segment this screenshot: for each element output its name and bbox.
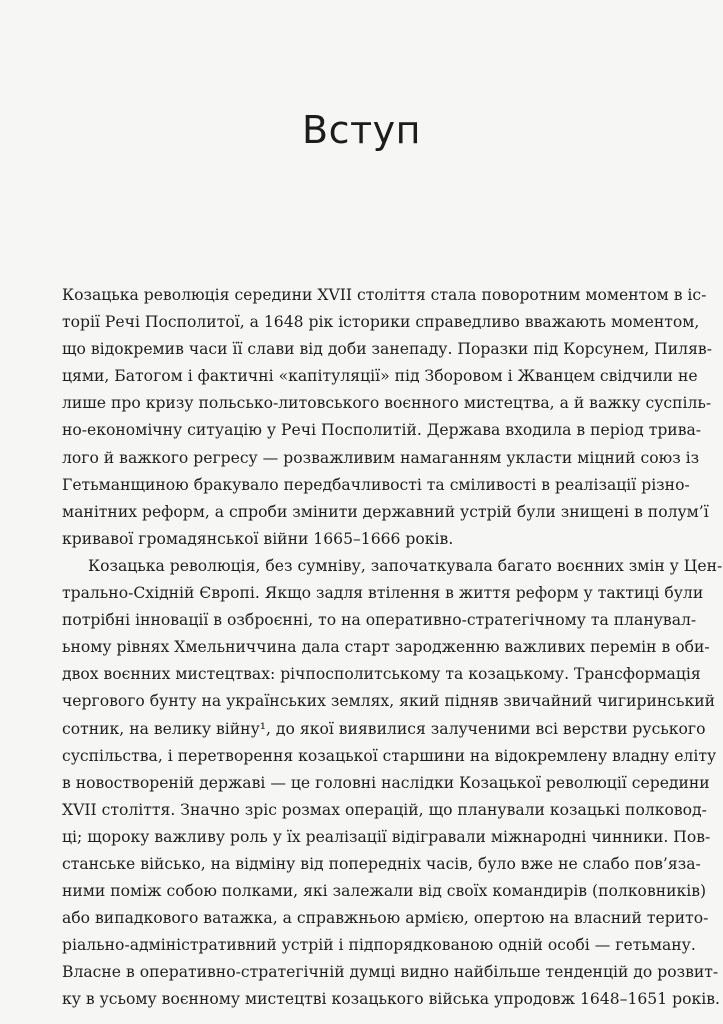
text-line: кривавої громадянської війни 1665–1666 років. xyxy=(62,529,454,548)
text-line: ці; щороку важливу роль у їх реалізації відігравали міжнародні чинники. Пов- xyxy=(62,827,711,846)
text-line: Козацька революція, без сумніву, започаткувала багато воєнних змін у Цен- xyxy=(88,556,723,575)
text-line: ку в усьому воєнному мистецтві козацького війська упродовж 1648–1651 років. xyxy=(62,990,720,1009)
paragraph-2 xyxy=(62,553,723,1014)
text-line: Козацька революція середини XVII століття стала поворотним моментом в іс- xyxy=(62,286,707,304)
text-line: но-економічну ситуацію у Речі Посполитій. Держава входила в період трива- xyxy=(62,421,702,440)
text-line: двох воєнних мистецтвах: річпосполитському та козацькому. Трансформація xyxy=(62,665,701,684)
text-line: ріально-адміністративний устрій і підпорядкованою одній особі — гетьману. xyxy=(62,936,696,955)
text-line: ними поміж собою полками, які залежали від своїх командирів (полковників) xyxy=(62,882,707,901)
text-line: ьному рівнях Хмельниччина дала старт зародженню важливих перемін в оби- xyxy=(62,638,710,657)
paragraph-1 xyxy=(62,282,712,553)
text-line: трально-Східній Європі. Якщо задля втілення в життя реформ у тактиці були xyxy=(62,584,704,603)
text-line: Гетьманщиною бракувало передбачливості та сміливості в реалізації різно- xyxy=(62,475,690,494)
text-line: Власне в оперативно-стратегічній думці видно найбільше тенденцій до розвит- xyxy=(62,963,719,982)
text-line: чергового бунту на українських землях, який підняв звичайний чигиринський xyxy=(62,692,716,711)
text-line: цями, Батогом і фактичні «капітуляції» під Зборовом і Жванцем свідчили не xyxy=(62,367,698,386)
text-line: манітних реформ, а спроби змінити державний устрій були знищені в полум’ї xyxy=(62,502,709,521)
text-line: XVII століття. Значно зріс розмах операцій, що планували козацькі полковод- xyxy=(62,800,707,819)
text-line: лого й важкого регресу — розважливим намаганням укласти міцний союз із xyxy=(62,448,700,467)
text-line: що відокремив часи її слави від доби занепаду. Поразки під Корсунем, Пиляв- xyxy=(62,340,712,359)
text-line: лише про кризу польсько-литовського воєнного мистецтва, а й важку суспіль- xyxy=(62,394,712,413)
text-line: станське військо, на відміну від попередніх часів, було вже не слабо пов’яза- xyxy=(62,854,701,873)
page-title: Вступ xyxy=(302,108,421,152)
text-line: або випадкового ватажка, а справжньою армією, опертою на власний терито- xyxy=(62,909,709,928)
text-line: в новоствореній державі — це головні наслідки Козацької революції середини xyxy=(62,773,710,792)
text-line: потрібні інновації в озброєнні, то на оперативно-стратегічному та планувал- xyxy=(62,611,697,630)
text-line: сотник, на велику війну¹, до якої виявилися залученими всі верстви руського xyxy=(62,719,706,738)
text-line: торії Речі Посполитої, а 1648 рік історики справедливо вважають моментом, xyxy=(62,313,700,332)
body-text xyxy=(62,282,723,1014)
text-line: суспільства, і перетворення козацької старшини на відокремлену владну еліту xyxy=(62,746,717,765)
